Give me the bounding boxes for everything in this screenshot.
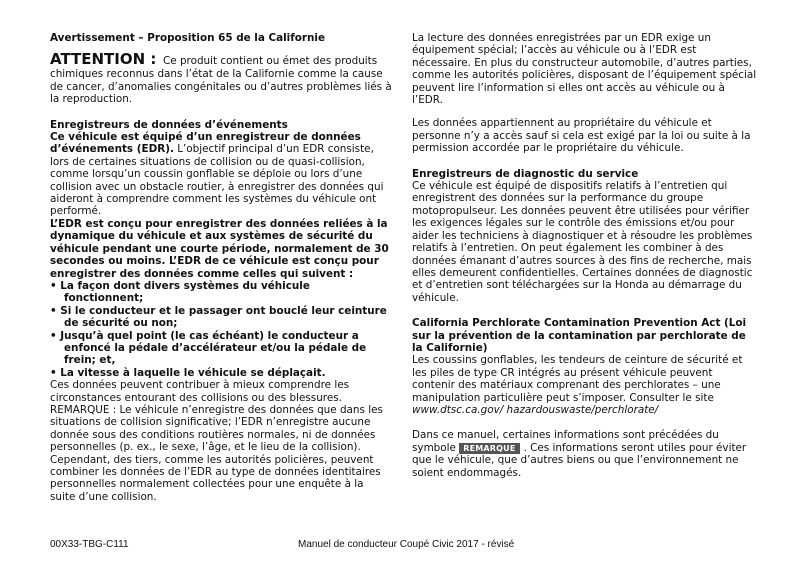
attention-label: ATTENTION : — [50, 50, 157, 69]
edr-ownership-paragraph: Les données appartiennent au propriétaire du véhicule et personne n’y a accès sauf si cela est exigé par la loi ou suite à la permission accordée par le propriétaire du véhicule. — [412, 117, 751, 155]
edr-bold-intro: Ce véhicule est équipé d’un enregistreur de données d’événements (EDR). — [50, 131, 361, 156]
dtsc-link[interactable]: www.dtsc.ca.gov/ hazardouswaste/perchlorate/ — [412, 403, 659, 416]
perchlorate-paragraph — [412, 354, 758, 416]
footer-title: Manuel de conducteur Coupé Civic 2017 - révisé — [298, 539, 515, 550]
prop65-heading: Avertissement – Proposition 65 de la Californie — [50, 32, 326, 44]
perchlorate-heading: California Perchlorate Contamination Prevention Act (Loi sur la prévention de la contamination par perchlorate de la Californie) — [412, 317, 747, 354]
edr-intro — [50, 131, 392, 218]
right-column — [412, 32, 758, 479]
edr-access-paragraph: La lecture des données enregistrées par un EDR exige un équipement spécial; l’accès au véhicule ou à l’EDR est nécessaire. En plus du constructeur automobile, d’autres parties, comme les autorités policières, disposant de l’équipement spécial peuvent lire l’information si elles ont accès au véhicule ou à l’EDR. — [412, 32, 757, 107]
edr-closing: Ces données peuvent contribuer à mieux comprendre les circonstances entourant des collisions ou des blessures. REMARQUE : Le véhicule n’enregistre des données que dans les situations de collision significative; l’EDR n’enregistre aucune donnée sous des conditions routières normales, ni de données personnelles (p. ex., le sexe, l’âge, et le lieu de la collision). Cependant, des tiers, comme les autorités policières, peuvent combiner les données de l’EDR au type de données identitaires personnelles normalement collectées pour une enquête à la suite d’une collision. — [50, 379, 383, 503]
remark-text: . Ces informations seront utiles pour éviter que le véhicule, que d’autres biens ou que l’environnement ne soient endommagés. — [412, 441, 747, 479]
diagnostic-heading: Enregistreurs de diagnostic du service — [412, 167, 639, 180]
remark-badge: REMARQUE — [459, 443, 519, 454]
edr-bullet-1: • La façon dont divers systèmes du véhicule fonctionnent; — [50, 279, 310, 305]
diagnostic-text: Ce véhicule est équipé de dispositifs relatifs à l’entretien qui enregistrent des données sur la performance du groupe motopropulseur. Les données peuvent être utilisées pour vérifier les exigences légales sur le contrôle des émissions et/ou pour aider les techniciens à diagnostiquer et à résoudre les problèmes relatifs à l’entretien. On peut également les combiner à des données émanant d’autres sources à des fins de recherche, mais elles demeurent confidentielles. Certaines données de diagnostic et d’entretien sont téléchargées sur la Honda au démarrage du véhicule. — [412, 180, 753, 304]
attention-text: Ce produit contient ou émet des produits chimiques reconnus dans l’état de la Californie comme la cause de cancer, d’anomalies congénitales ou d’autres problèmes liés à la reproduction. — [50, 55, 392, 106]
edr-bullet-2: • Si le conducteur et le passager ont bouclé leur ceinture de sécurité ou non; — [50, 304, 387, 330]
footer-code: 00X33-TBG-C111 — [50, 539, 129, 550]
edr-intro-text: L’objectif principal d’un EDR consiste, lors de certaines situations de collision ou de quasi-collision, comme lorsqu’un coussin gonflable se déploie ou lors d’une collision avec un obstacle routier, à enregistrer des données qui aideront à comprendre comment les systèmes du véhicule ont performé. — [50, 143, 384, 218]
edr-bullet-4: • La vitesse à laquelle le véhicule se déplaçait. — [50, 366, 326, 379]
remark-intro: Dans ce manuel, certaines informations sont précédées du symbole — [412, 429, 719, 454]
remark-paragraph — [412, 429, 758, 479]
perchlorate-text: Les coussins gonflables, les tendeurs de ceinture de sécurité et les piles de type CR intégrés au présent véhicule peuvent contenir des matériaux comprenant des perchlorates – une manipulation particulière peut s’imposer. Consulter le site — [412, 354, 743, 404]
attention-paragraph — [50, 50, 392, 105]
edr-bullet-3: • Jusqu’à quel point (le cas échéant) le conducteur a enfoncé la pédale d’accélérateur et/ou la pédale de frein; et, — [50, 329, 367, 367]
edr-bold-paragraph: L’EDR est conçu pour enregistrer des données reliées à la dynamique du véhicule et aux systèmes de sécurité du véhicule pendant une courte période, normalement de 30 secondes ou moins. L’EDR de ce véhicule est conçu pour enregistrer des données comme celles qui suivent : — [50, 217, 389, 280]
edr-heading: Enregistreurs de données d’événements — [50, 118, 288, 131]
left-column — [50, 32, 392, 503]
